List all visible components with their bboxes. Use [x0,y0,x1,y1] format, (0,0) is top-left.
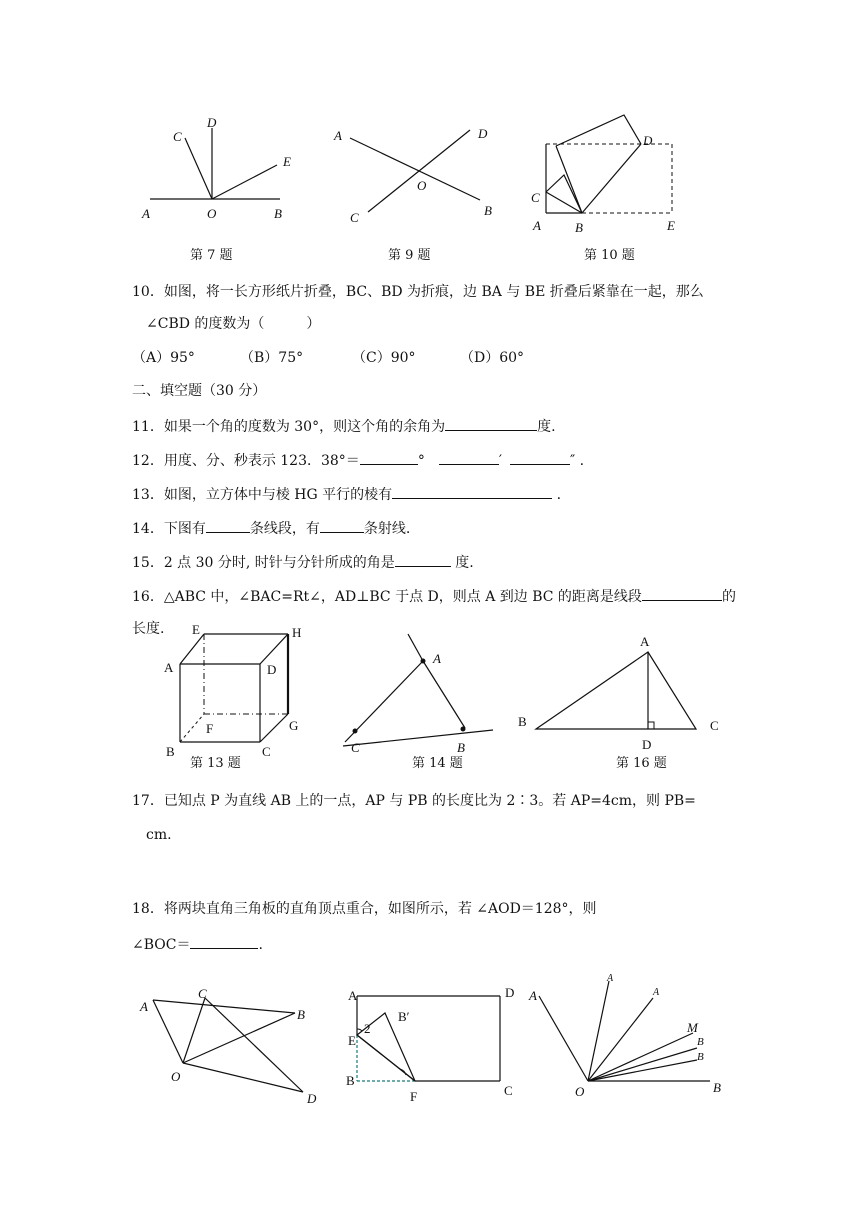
q17-line2: cm. [146,827,172,843]
ray-oa1 [588,981,609,1081]
point-c [353,729,358,734]
label-a-2: A [653,987,660,998]
crease-bd [582,144,641,213]
edge-ae [180,634,204,664]
q14-segments-blank[interactable] [206,518,250,533]
ray-ob1 [588,1048,697,1081]
label-a: A [529,988,537,1003]
label-d: D [505,985,515,1000]
label-m: M [687,1020,698,1035]
caption-fig16: 第 16 题 [616,756,667,771]
segment-ab [423,661,465,728]
q14-text-a: 14．下图有 [132,521,206,537]
label-d: D [643,133,653,148]
label-e: E [348,1033,356,1048]
label-b: B [484,203,492,218]
q11-answer-blank[interactable] [445,416,537,431]
q15-unit: 度. [455,555,474,571]
q15-answer-blank[interactable] [395,552,451,567]
label-d: D [207,115,217,130]
q14-text-c: 条射线. [363,521,411,537]
point-a [421,659,426,664]
q11-unit: 度. [537,419,556,435]
figure-14 [335,628,505,753]
q16-line2: 长度. [132,621,165,637]
q11 [132,416,556,436]
crease-ef [357,1035,415,1081]
line-ab [350,138,480,200]
ray-oa2 [588,998,653,1081]
q10-option-b: （B）75° [240,350,304,366]
q14-text-b: 条线段，有 [249,521,320,537]
figure-13-cube [160,622,310,757]
label-a: A [164,660,174,675]
label-c: C [262,744,271,757]
label-e: E [192,622,200,637]
ray-oc [185,138,212,199]
q16-answer-blank[interactable] [642,586,722,601]
q16-post: 的 [721,589,736,605]
figure-9 [330,120,510,230]
label-d: D [307,1091,317,1106]
label-e: E [283,154,291,169]
label-b: B [713,1080,721,1095]
q13-period: . [556,487,562,503]
label-o: O [171,1069,181,1084]
section-title-fill-blank: 二、填空题（30 分） [132,383,267,399]
label-c: C [173,129,182,144]
segment-oc [183,998,205,1063]
label-b: B [518,714,527,729]
q10-option-d: （D）60° [460,350,525,366]
q10-line2: ∠CBD 的度数为（ ） [146,316,321,332]
ray-oa [539,996,588,1081]
segment-ab [153,1000,295,1013]
label-b: B [457,740,465,753]
label-a: A [433,651,441,666]
label-h: H [292,625,302,640]
label-o: O [575,1084,585,1099]
label-d: D [478,126,488,141]
label-b: B [297,1007,305,1022]
folded-flap [556,115,641,146]
q12-degree-blank[interactable] [360,450,418,465]
line-cb [343,730,493,746]
q10-option-c: （C）90° [352,350,416,366]
figure-7 [140,110,300,225]
label-d: D [642,737,652,752]
label-e: E [667,218,675,233]
ray-oe [212,165,277,199]
label-c: C [710,718,719,733]
figure-folded-rectangle [340,983,525,1108]
label-g: G [289,718,299,733]
q11-text: 11．如果一个角的度数为 30°，则这个角的余角为 [132,419,446,435]
q12-second-blank[interactable] [510,450,570,465]
ray-om [588,1033,693,1081]
q17-line1: 17．已知点 P 为直线 AB 上的一点，AP 与 PB 的长度比为 2∶3。若 AP=4cm，则 PB= [132,793,696,809]
q12 [132,450,584,470]
label-f: F [410,1089,418,1104]
segment-ob [183,1013,295,1063]
caption-fig10: 第 10 题 [584,248,635,263]
q18-period: . [258,937,263,953]
figure-rays [525,968,735,1103]
label-a-1: A [607,973,614,984]
q10-line1: 10．如图，将一长方形纸片折叠，BC、BD 为折痕，边 BA 与 BE 折叠后紧靠在一起，那么 [132,284,704,300]
label-a: A [348,988,358,1003]
q16-text: 16．△ABC 中，∠BAC=Rt∠，AD⊥BC 于点 D，则点 A 到边 BC 的距离是线段 [132,589,642,605]
label-b-1: B [697,1036,704,1048]
label-o: O [207,206,217,221]
q12-min-symbol: ′ [498,453,502,469]
q13-text: 13．如图，立方体中与棱 HG 平行的棱有 [132,487,393,503]
label-a: A [142,206,150,221]
q13-answer-blank[interactable] [392,484,552,499]
ray-ob2 [588,1060,697,1081]
q13 [132,484,561,504]
point-b [461,727,466,732]
label-b-prime: B′ [398,1009,410,1024]
label-c: C [504,1083,513,1098]
q12-sec-symbol: ″ . [570,453,585,469]
label-a: A [640,634,650,649]
q12-deg-symbol: ° [417,453,425,469]
q18-line1: 18．将两块直角三角板的直角顶点重合，如图所示，若 ∠AOD＝128°，则 [132,901,597,917]
q15-text: 15．2 点 30 分时, 时针与分针所成的角是 [132,555,395,571]
label-c: C [350,210,359,225]
figure-16 [510,632,725,752]
q10-option-a: （A）95° [132,350,195,366]
label-2: 2 [364,1021,371,1036]
q18-text: ∠BOC＝ [132,937,191,953]
triangle-abc [536,652,696,729]
segment-od [183,1063,303,1092]
q16-line1 [132,586,736,606]
label-c: C [531,190,540,205]
label-d: D [267,662,277,677]
label-b-2: B [697,1051,704,1063]
label-b: B [575,220,583,235]
figure-18-triangles [135,983,330,1108]
label-f: F [206,721,214,736]
label-o: O [417,178,427,193]
q12-text: 12．用度、分、秒表示 123．38°＝ [132,453,360,469]
q14 [132,518,410,538]
q14-rays-blank[interactable] [320,518,364,533]
label-b: B [166,744,175,757]
q18-line2 [132,934,263,954]
line-cd [368,130,470,212]
edge-bf-hidden [180,714,204,742]
label-c: C [198,986,207,1001]
figure-10 [525,110,685,235]
edge-dh [260,634,288,664]
q15 [132,552,474,572]
label-b: B [346,1073,355,1088]
small-flap [546,175,582,213]
q12-minute-blank[interactable] [439,450,499,465]
edge-cg [260,714,288,742]
label-a: A [533,218,541,233]
q18-answer-blank[interactable] [190,934,258,949]
label-a: A [334,128,342,143]
ray-from-b [408,634,423,661]
caption-fig14: 第 14 题 [412,756,463,771]
label-a: A [140,999,148,1014]
caption-fig13: 第 13 题 [190,756,241,771]
caption-fig9: 第 9 题 [388,248,431,263]
label-b: B [274,206,282,221]
right-angle-mark [648,722,654,729]
segment-ao [153,1000,183,1063]
angle-mark-2 [357,1029,362,1031]
caption-fig7: 第 7 题 [190,248,233,263]
label-c: C [351,740,360,753]
